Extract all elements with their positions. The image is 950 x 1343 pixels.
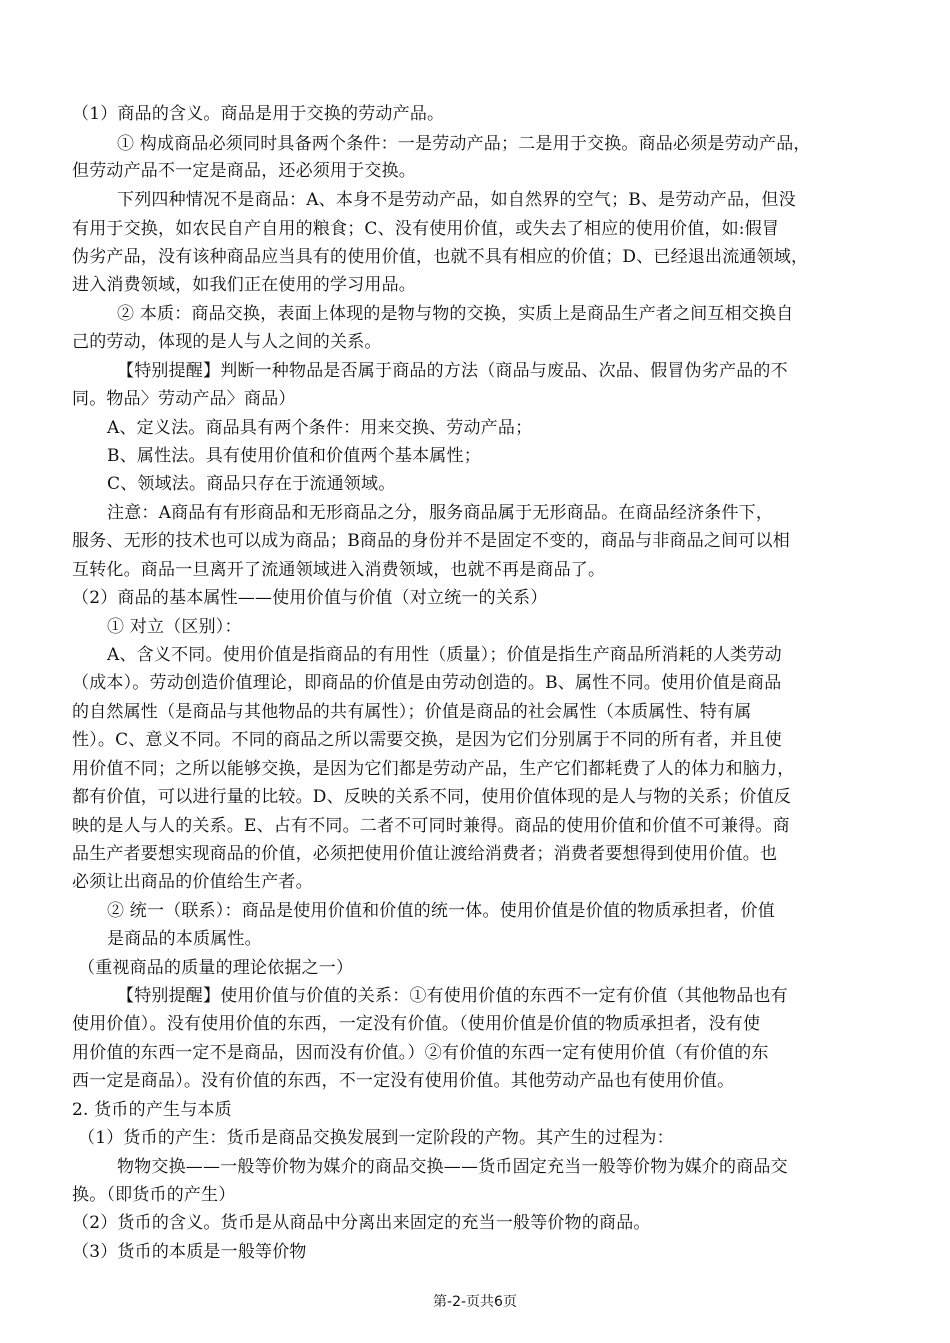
- text-line: （2）商品的基本属性——使用价值与价值（对立统一的关系）: [72, 588, 548, 608]
- text-line: 换。（即货币的产生）: [72, 1185, 236, 1205]
- text-line: A、含义不同。使用价值是指商品的有用性（质量）；价值是指生产商品所消耗的人类劳动: [107, 645, 782, 665]
- page-number-footer: 第-2-页共6页: [433, 1294, 517, 1310]
- text-line: 下列四种情况不是商品：A、本身不是劳动产品，如自然界的空气；B、是劳动产品，但没: [117, 190, 796, 210]
- text-line: 西一定是商品）。没有价值的东西，不一定没有使用价值。其他劳动产品也有使用价值。: [72, 1071, 735, 1091]
- text-line: 有用于交换，如农民自产自用的粮食；C、没有使用价值，或失去了相应的使用价值，如:假冒: [72, 219, 780, 239]
- text-line: 互转化。商品一旦离开了流通领域进入消费领域，也就不再是商品了。: [72, 560, 606, 580]
- text-line: （1）货币的产生：货币是商品交换发展到一定阶段的产物。其产生的过程为：: [78, 1128, 674, 1148]
- text-line: （3）货币的本质是一般等价物: [72, 1242, 307, 1262]
- text-line: （2）货币的含义。货币是从商品中分离出来固定的充当一般等价物的商品。: [72, 1213, 651, 1233]
- section-heading: 2. 货币的产生与本质: [72, 1100, 232, 1120]
- text-line: 品生产者要想实现商品的价值，必须把使用价值让渡给消费者；消费者要想得到使用价值。也: [72, 844, 778, 864]
- text-line: 【特别提醒】使用价值与价值的关系：①有使用价值的东西不一定有价值（其他物品也有: [117, 986, 788, 1006]
- text-line: ① 构成商品必须同时具备两个条件：一是劳动产品；二是用于交换。商品必须是劳动产品，: [117, 134, 811, 154]
- text-line: ② 统一（联系）：商品是使用价值和价值的统一体。使用价值是价值的物质承担者，价值: [107, 901, 775, 921]
- text-line: 同。物品〉劳动产品〉商品）: [72, 389, 296, 409]
- text-line: 物物交换——一般等价物为媒介的商品交换——货币固定充当一般等价物为媒介的商品交: [117, 1157, 788, 1177]
- text-line: 使用价值）。没有使用价值的东西，一定没有价值。（使用价值是价值的物质承担者，没有使: [72, 1014, 761, 1034]
- text-line: 性）。C、意义不同。不同的商品之所以需要交换，是因为它们分别属于不同的所有者，并且使: [72, 730, 782, 750]
- text-line: （1）商品的含义。商品是用于交换的劳动产品。: [72, 104, 445, 124]
- text-line: 都有价值，可以进行量的比较。D、反映的关系不同，使用价值体现的是人与物的关系；价值反: [72, 787, 792, 807]
- text-line: B、属性法。具有使用价值和价值两个基本属性；: [107, 446, 481, 466]
- text-line: 己的劳动，体现的是人与人之间的关系。: [72, 332, 382, 352]
- text-line: ② 本质：商品交换，表面上体现的是物与物的交换，实质上是商品生产者之间互相交换自: [117, 304, 794, 324]
- text-line: 进入消费领域，如我们正在使用的学习用品。: [72, 275, 416, 295]
- text-line: （重视商品的质量的理论依据之一）: [78, 958, 354, 978]
- text-line: （成本）。劳动创造价值理论，即商品的价值是由劳动创造的。B、属性不同。使用价值是商品: [72, 673, 782, 693]
- text-line: 【特别提醒】判断一种物品是否属于商品的方法（商品与废品、次品、假冒伪劣产品的不: [117, 361, 788, 381]
- text-line: A、定义法。商品具有两个条件：用来交换、劳动产品；: [107, 418, 533, 438]
- text-line: 用价值不同；之所以能够交换，是因为它们都是劳动产品，生产它们都耗费了人的体力和脑力，: [72, 759, 795, 779]
- text-line: 的自然属性（是商品与其他物品的共有属性）；价值是商品的社会属性（本质属性、特有属: [72, 702, 752, 722]
- text-line: 但劳动产品不一定是商品，还必须用于交换。: [72, 161, 416, 181]
- text-line: 必须让出商品的价值给生产者。: [72, 872, 313, 892]
- text-line: 用价值的东西一定不是商品，因而没有价值。）②有价值的东西一定有使用价值（有价值的东: [72, 1043, 769, 1063]
- text-line: 注意：A商品有有形商品和无形商品之分，服务商品属于无形商品。在商品经济条件下，: [107, 503, 774, 523]
- text-line: 映的是人与人的关系。E、占有不同。二者不可同时兼得。商品的使用价值和价值不可兼得。商: [72, 816, 790, 836]
- text-line: C、领域法。商品只存在于流通领域。: [107, 474, 396, 494]
- text-line: 伪劣产品，没有该种商品应当具有的使用价值，也就不具有相应的价值；D、已经退出流通领域，: [72, 247, 809, 267]
- text-line: 是商品的本质属性。: [107, 929, 262, 949]
- text-line: ① 对立（区别）：: [107, 617, 242, 637]
- text-line: 服务、无形的技术也可以成为商品；B商品的身份并不是固定不变的，商品与非商品之间可以相: [72, 531, 790, 551]
